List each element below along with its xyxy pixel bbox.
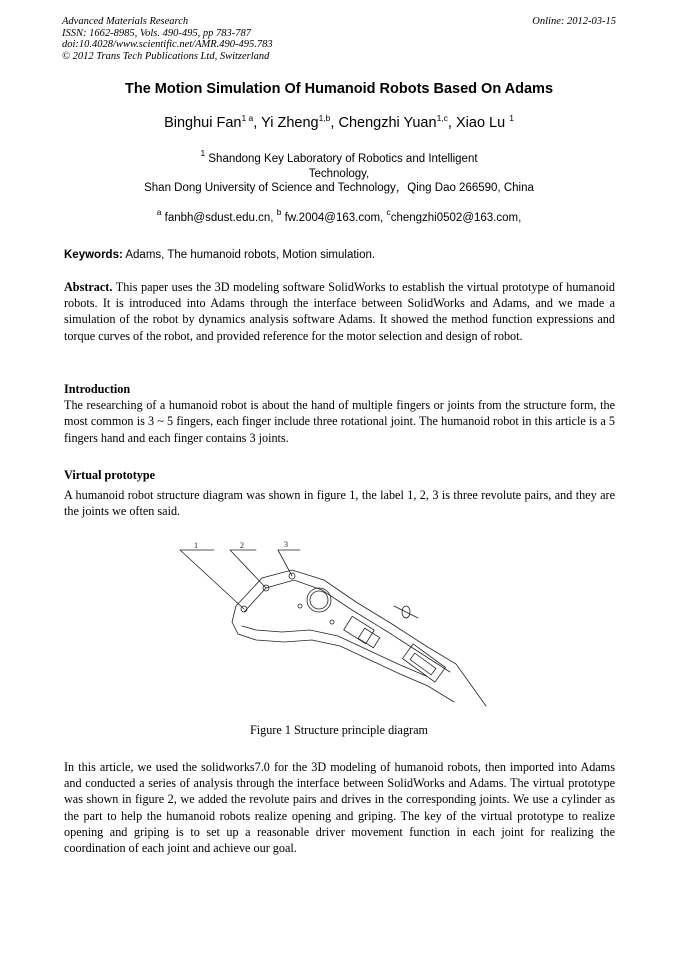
virtual-prototype-section (64, 467, 615, 520)
cylinder-circle (307, 588, 331, 612)
keywords-text: Adams, The humanoid robots, Motion simulation. (125, 249, 376, 261)
email-address[interactable]: fanbh@sdust.edu.cn, (164, 212, 274, 224)
finger-outer-contour (236, 570, 486, 706)
leader-2 (230, 550, 266, 588)
body-paragraph: In this article, we used the solidworks7.0 for the 3D modeling of humanoid robots, then imported into Adams and conducted a series of analysis through the interface between SolidWorks and Adams. The virtual prototype was shown in figure 2, we added the revolute pairs and drives in the corresponding joints. We use a cylinder as the part to help the humanoid robots realize opening and griping. The key of the virtual prototype to realize opening and griping is to set up a reasonable driver movement function in each joint for realizing the coordination of each joint and achieve our goal. (64, 760, 615, 856)
journal-name: Advanced Materials Research (62, 16, 189, 27)
email-sup: b (276, 207, 282, 217)
affiliation-sup: 1 (200, 148, 206, 158)
author-name: Chengzhi Yuan (338, 115, 437, 131)
diagram-label-1: 1 (194, 541, 198, 550)
figure-caption: Figure 1 Structure principle diagram (249, 723, 429, 737)
diagram-label-2: 2 (240, 541, 244, 550)
online-date: Online: 2012-03-15 (532, 16, 616, 27)
keywords-label: Keywords: (64, 249, 123, 261)
abstract-label: Abstract. (64, 280, 113, 294)
page-header (62, 16, 616, 62)
cylinder-inner-circle (310, 591, 328, 609)
author-name: Yi Zheng (261, 115, 319, 131)
affiliation (0, 148, 678, 196)
author-sup: 1 a (241, 113, 254, 123)
actuator-block (403, 644, 446, 682)
email-address[interactable]: fw.2004@163.com, (284, 212, 384, 224)
diagram-label-3: 3 (284, 540, 288, 549)
axis-line (394, 606, 418, 618)
affiliation-line1: Shandong Key Laboratory of Robotics and Intelligent (208, 153, 478, 165)
keywords (64, 249, 614, 261)
author-sup: 1,b (318, 113, 331, 123)
abstract-text: This paper uses the 3D modeling software SolidWorks to establish the virtual prototype of humanoid robots. It is introduced into Adams through the interface between SolidWorks and Adams, and we made a simulation of the robot by dynamics analysis software Adams. It showed the method function expressions and torque curves of the robot, and provided reference for the motor selection and design of robot. (64, 280, 615, 343)
email-list (0, 207, 678, 224)
actuator-inner-block (410, 653, 436, 675)
introduction-heading: Introduction (64, 382, 131, 396)
finger-inner-contour (232, 606, 454, 702)
doi-line: doi:10.4028/www.scientific.net/AMR.490-495.783 (62, 39, 273, 50)
email-address[interactable]: chengzhi0502@163.com, (390, 212, 522, 224)
affiliation-line2: Technology, (308, 167, 370, 180)
email-sup: a (156, 207, 162, 217)
virtual-prototype-heading: Virtual prototype (64, 468, 156, 482)
leader-1 (180, 550, 244, 609)
paper-title: The Motion Simulation Of Humanoid Robots Based On Adams (124, 81, 554, 97)
abstract (64, 279, 615, 344)
author-sup: 1 (509, 113, 514, 123)
pin-marker (330, 620, 334, 624)
introduction-text: The researching of a humanoid robot is about the hand of multiple fingers or joints from the structure form, the most common is 3 ~ 5 fingers, each finger include three rotational joint. The humanoid robot in this article is a 5 fingers hand and each finger contains 3 joints. (64, 398, 615, 445)
author-name: Xiao Lu (455, 115, 506, 131)
finger-lower-line (242, 626, 426, 676)
finger-inner-line (244, 580, 450, 672)
virtual-prototype-text: A humanoid robot structure diagram was shown in figure 1, the label 1, 2, 3 is three revolute pairs, and they are the joints we often said. (64, 488, 615, 519)
author-name: Binghui Fan (164, 115, 242, 131)
affiliation-line3: Shan Dong University of Science and Technology，Qing Dao 266590, China (144, 182, 534, 194)
author-list: Binghui Fan$^{1 a}$, Yi Zheng$^{1,b}$, Chengzhi Yuan$^{1,c}$, Xiao Lu $^1$ (164, 113, 514, 131)
issn-line: ISSN: 1662-8985, Vols. 490-495, pp 783-787 (62, 27, 251, 39)
structure-diagram (174, 536, 506, 711)
copyright-line: © 2012 Trans Tech Publications Ltd, Switzerland (62, 50, 270, 62)
pin-marker (298, 604, 302, 608)
email-sup: c (386, 207, 391, 217)
author-sup: 1,c (436, 113, 448, 123)
introduction-section (64, 381, 615, 446)
